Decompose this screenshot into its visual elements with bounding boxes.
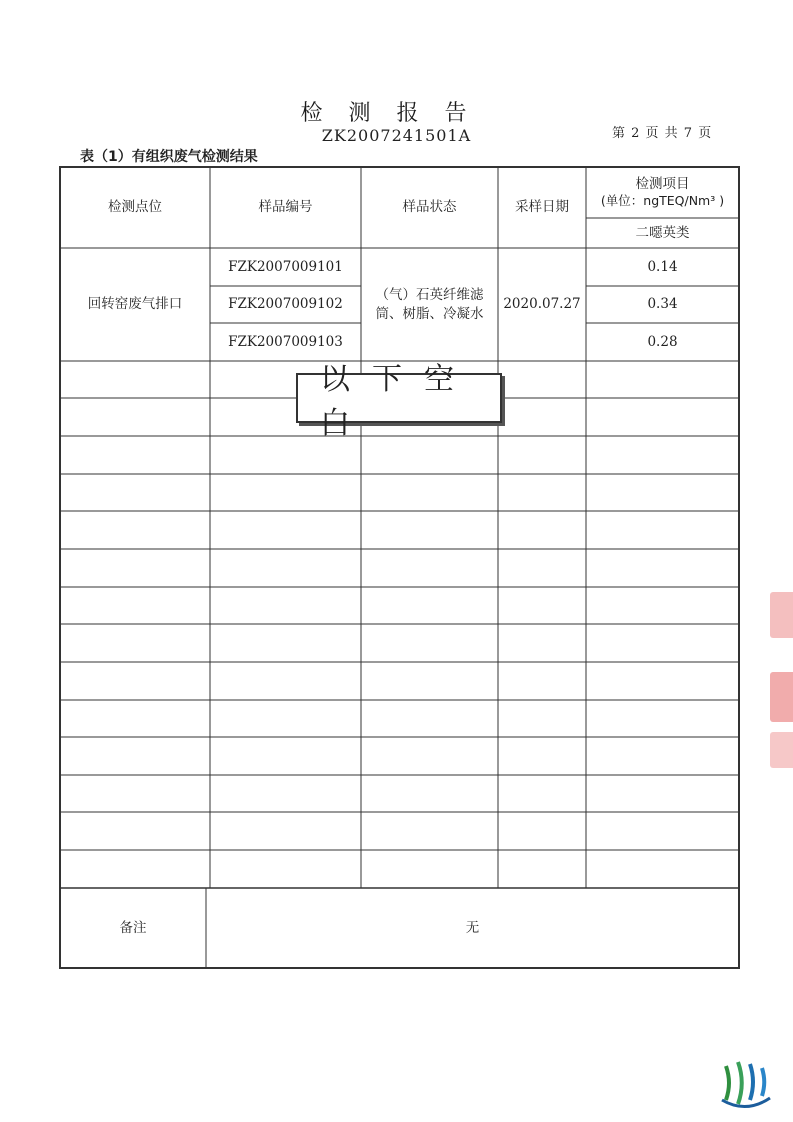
header-item-title: 检测项目 — [635, 175, 690, 192]
sample-id-2: FZK2007009102 — [228, 296, 343, 313]
header-date: 采样日期 — [515, 199, 569, 216]
header-item — [586, 167, 739, 218]
detection-point: 回转窑废气排口 — [87, 296, 183, 313]
report-title: 检测报告 — [300, 101, 493, 126]
header-point: 检测点位 — [108, 199, 162, 216]
seal-edge-mark — [770, 592, 793, 638]
value-3: 0.28 — [647, 333, 678, 350]
sample-id-1: FZK2007009101 — [228, 258, 343, 275]
header-item-unit: (单位：ngTEQ/Nm³ ) — [600, 193, 725, 209]
company-logo-icon — [716, 1058, 776, 1110]
remark-value: 无 — [465, 919, 480, 936]
sample-id-3: FZK2007009103 — [228, 333, 343, 350]
report-number: ZK2007241501A — [321, 126, 472, 145]
page-info: 第 2 页 共 7 页 — [612, 126, 713, 141]
blank-below-stamp: 以下空白 — [296, 373, 502, 423]
seal-edge-mark — [770, 672, 793, 722]
table-caption: 表（1）有组织废气检测结果 — [80, 149, 258, 165]
remark-label: 备注 — [119, 919, 147, 936]
value-1: 0.14 — [647, 258, 678, 275]
seal-edge-mark — [770, 732, 793, 768]
value-2: 0.34 — [647, 296, 678, 313]
sample-state: （气）石英纤维滤筒、树脂、冷凝水 — [375, 287, 484, 322]
header-sample-state: 样品状态 — [402, 199, 457, 216]
sampling-date: 2020.07.27 — [503, 296, 581, 313]
header-sample-id: 样品编号 — [258, 199, 313, 216]
header-analyte: 二噁英类 — [635, 224, 690, 241]
